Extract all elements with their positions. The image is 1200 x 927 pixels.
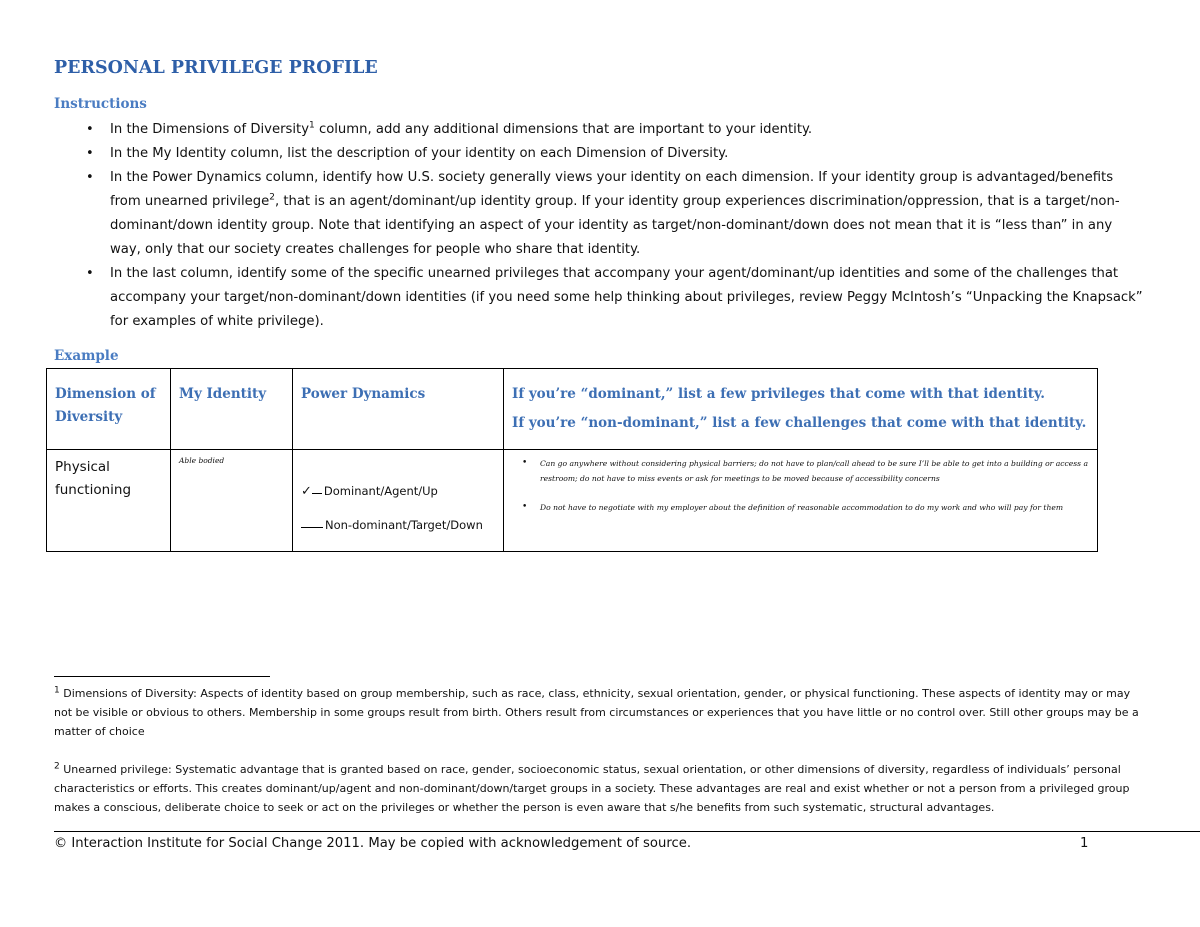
cell-identity: Able bodied [171,450,293,552]
instructions-list [86,118,1146,334]
footer-separator [54,831,1200,832]
page-number: 1 [1080,836,1089,851]
footnote-number: 1 [54,685,60,696]
example-heading: Example [54,348,119,364]
page-title: PERSONAL PRIVILEGE PROFILE [54,58,378,78]
instruction-item [86,262,1146,334]
footer-copyright: © Interaction Institute for Social Change 2011. May be copied with acknowledgement of source. [54,836,692,851]
table-row [47,450,1098,552]
footnote-1 [54,684,1146,741]
instruction-item [86,142,1146,166]
option-dominant-label: Dominant/Agent/Up [323,484,438,498]
header-identity: My Identity [171,369,293,450]
instruction-item [86,166,1146,262]
header-privileges [504,369,1098,450]
instructions-heading: Instructions [54,96,147,112]
blank-line [312,493,322,494]
privileges-list [512,456,1089,515]
footnote-separator [54,676,270,677]
option-dominant [301,484,438,499]
option-nondominant [301,518,483,532]
instruction-text: In the last column, identify some of the specific unearned privileges that accompany your agent/dominant/up identities and some of the challenges that accompany your target/non-dominant/down identities (if you need some help thinking about privileges, review Peggy McIntosh’s “Unpacking the Knapsack” for examples of white privilege). [110,266,1143,329]
instruction-text: column, add any additional dimensions that are important to your identity. [314,122,813,137]
footnote-ref[interactable]: 1 [309,120,315,131]
blank-line [301,527,323,528]
list-item: • Do not have to negotiate with my employer about the definition of reasonable accommodation to do my work and who will pay for them [526,500,1089,515]
instruction-item [86,118,1146,142]
check-icon: ✓ [301,484,312,499]
cell-privileges [504,450,1098,552]
instruction-text: In the Dimensions of Diversity [110,122,310,137]
instruction-text: , that is an agent/dominant/up identity group. If your identity group experiences discrimination/oppression, that is a target/non-dominant/down identity group. Note that identifying an aspect of your identity as target/non-dominant/down does not mean that it is “less than” in any way, only that our society creates challenges for people who share that identity. [110,194,1120,257]
instruction-text: In the My Identity column, list the description of your identity on each Dimension of Diversity. [110,146,729,161]
footnote-text: Unearned privilege: Systematic advantage that is granted based on race, gender, socioeconomic status, sexual orientation, or other dimensions of diversity, regardless of individuals’ personal characteristics or efforts. This creates dominant/up/agent and non-dominant/down/target groups in a society. These advantages are real and exist whether or not a person from a privileged group makes a conscious, deliberate choice to seek or act on the privileges or whether the person is even aware that s/he benefits from such systematic, structural advantages. [54,763,1130,814]
example-table [46,368,1098,552]
instruction-text: In the Power Dynamics column, identify how U.S. society generally views your identity on each dimension. If your identity group is advantaged/benefits from unearned privilege [110,170,1114,209]
footnote-number: 2 [54,761,60,772]
table-header-row [47,369,1098,450]
cell-dimension: Physical functioning [47,450,171,552]
header-power-dynamics: Power Dynamics [293,369,504,450]
footnote-ref[interactable]: 2 [269,192,275,203]
header-dominant: If you’re “dominant,” list a few privileges that come with that identity. [512,386,1045,402]
footnote-2 [54,760,1146,817]
header-dimension: Dimension of Diversity [47,369,171,450]
cell-power-dynamics [293,450,504,552]
header-nondominant: If you’re “non-dominant,” list a few challenges that come with that identity. [512,415,1087,431]
list-item: • Can go anywhere without considering physical barriers; do not have to plan/call ahead to be sure I’ll be able to get into a building or access a restroom; do not have to miss events or ask for meetings to be moved because of accessibility concerns [526,456,1089,486]
option-nondominant-label: Non-dominant/Target/Down [325,518,483,532]
footnote-text: Dimensions of Diversity: Aspects of identity based on group membership, such as race, class, ethnicity, sexual orientation, gender, or physical functioning. These aspects of identity may or may not be visible or obvious to others. Membership in some groups result from birth. Others result from circumstances or experiences that you have little or no control over. Still other groups may be a matter of choice [54,687,1139,738]
